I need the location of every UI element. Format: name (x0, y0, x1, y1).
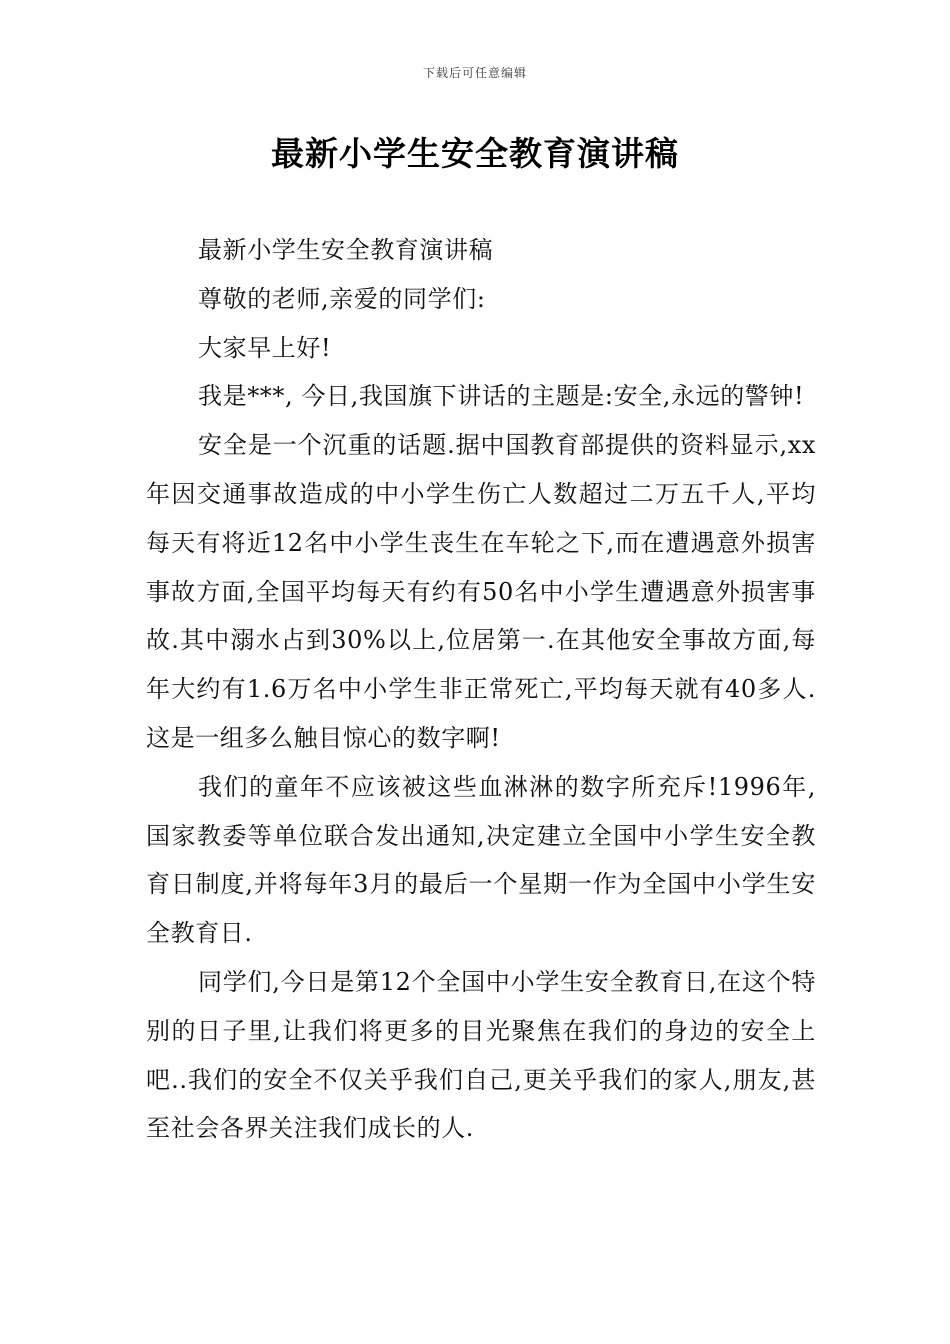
paragraph: 尊敬的老师,亲爱的同学们: (198, 284, 486, 313)
document-title: 最新小学生安全教育演讲稿 (271, 134, 679, 173)
paragraph: 大家早上好! (198, 333, 332, 362)
paragraph: 安全是一个沉重的话题.据中国教育部提供的资料显示,xx年因交通事故造成的中小学生伤亡人数超过二万五千人,平均每天有将近12名中小学生丧生在车轮之下,而在遭遇意外损害事故方面,全国平均每天有约有50名中小学生遭遇意外损害事故.其中溺水占到30%以上,位居第一.在其他安全事故方面,每年大约有1.6万名中小学生非正常死亡,平均每天就有40多人.这是一组多么触目惊心的数字啊! (146, 431, 816, 752)
document-body (146, 226, 816, 1153)
paragraph: 最新小学生安全教育演讲稿 (198, 236, 494, 264)
paragraph: 我是***, 今日,我国旗下讲话的主题是:安全,永远的警钟! (198, 382, 805, 411)
paragraph: 同学们,今日是第12个全国中小学生安全教育日,在这个特别的日子里,让我们将更多的目光聚焦在我们的身边的安全上吧..我们的安全不仅关乎我们自己,更关乎我们的家人,朋友,甚至社会各界关注我们成长的人. (146, 967, 816, 1143)
paragraph: 我们的童年不应该被这些血淋淋的数字所充斥!1996年,国家教委等单位联合发出通知,决定建立全国中小学生安全教育日制度,并将每年3月的最后一个星期一作为全国中小学生安全教育日. (146, 772, 816, 948)
header-note: 下载后可任意编辑 (422, 66, 527, 80)
